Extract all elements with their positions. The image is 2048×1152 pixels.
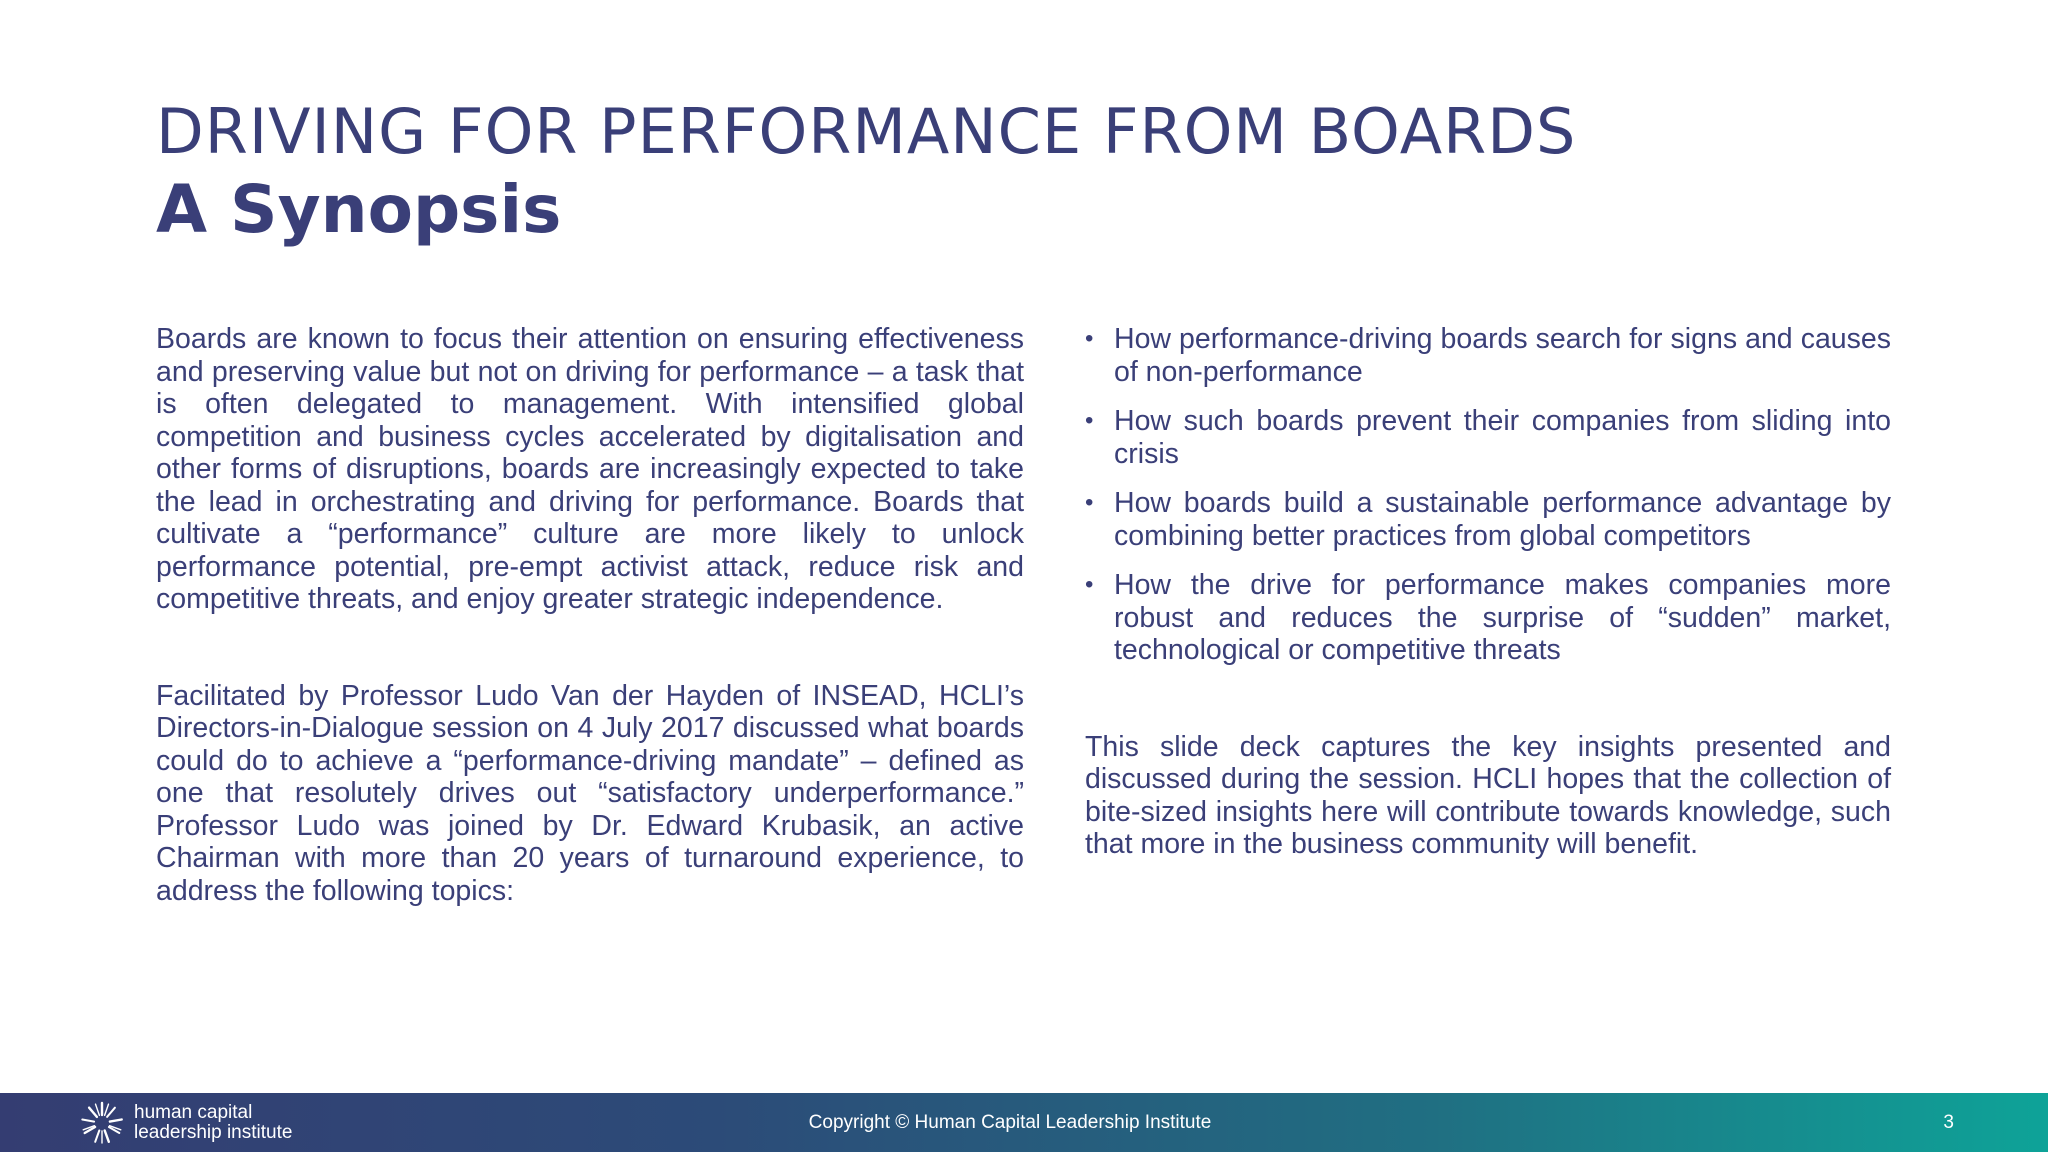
topics-list (1085, 323, 1891, 667)
right-column (1085, 323, 1891, 861)
left-column (156, 323, 1024, 907)
intro-paragraph: Boards are known to focus their attention on ensuring effectiveness and preserving value but not on driving for performance – a task that is often delegated to management. With intensified global competition and business cycles accelerated by digitalisation and other forms of disruptions, boards are increasingly expected to take the lead in orchestrating and driving for performance. Boards that cultivate a “performance” culture are more likely to unlock performance potential, pre-empt activist attack, reduce risk and competitive threats, and enjoy greater strategic independence. (156, 323, 1024, 615)
sunburst-logo-icon (78, 1099, 126, 1147)
logo-wordmark (134, 1103, 292, 1143)
topic-item (1085, 405, 1891, 470)
copyright-text: Copyright © Human Capital Leadership Institute (808, 1112, 1212, 1133)
topic-item (1085, 487, 1891, 552)
slide-subtitle: A Synopsis (156, 171, 562, 248)
bullet-icon: • (1085, 407, 1094, 434)
topic-item (1085, 569, 1891, 667)
bullet-icon: • (1085, 489, 1094, 516)
closing-paragraph: This slide deck captures the key insights presented and discussed during the session. HCLI hopes that the collection of bite-sized insights here will contribute towards knowledge, such that more in the business community will benefit. (1085, 730, 1891, 860)
page-number: 3 (1943, 1112, 1954, 1133)
title-block (156, 92, 1916, 248)
bullet-icon: • (1085, 571, 1094, 598)
footer-bar (0, 1093, 2048, 1152)
topic-text: How such boards prevent their companies from sliding into crisis (1114, 405, 1891, 470)
logo-text-line2: leadership institute (134, 1122, 293, 1143)
slide-title: DRIVING FOR PERFORMANCE FROM BOARDS (156, 95, 1577, 168)
hcli-logo (78, 1101, 292, 1145)
bullet-icon: • (1085, 325, 1094, 352)
topic-item (1085, 323, 1891, 388)
topic-text: How boards build a sustainable performance advantage by combining better practices from global competitors (1114, 487, 1891, 552)
topic-text: How the drive for performance makes companies more robust and reduces the surprise of “sudden” market, technological or competitive threats (1114, 569, 1891, 666)
topic-text: How performance-driving boards search for signs and causes of non-performance (1114, 323, 1891, 388)
logo-text-line1: human capital (134, 1102, 253, 1123)
session-paragraph: Facilitated by Professor Ludo Van der Hayden of INSEAD, HCLI’s Directors-in-Dialogue session on 4 July 2017 discussed what boards could do to achieve a “performance-driving mandate” – defined as one that resolutely drives out “satisfactory underperformance.” Professor Ludo was joined by Dr. Edward Krubasik, an active Chairman with more than 20 years of turnaround experience, to address the following topics: (156, 679, 1024, 907)
